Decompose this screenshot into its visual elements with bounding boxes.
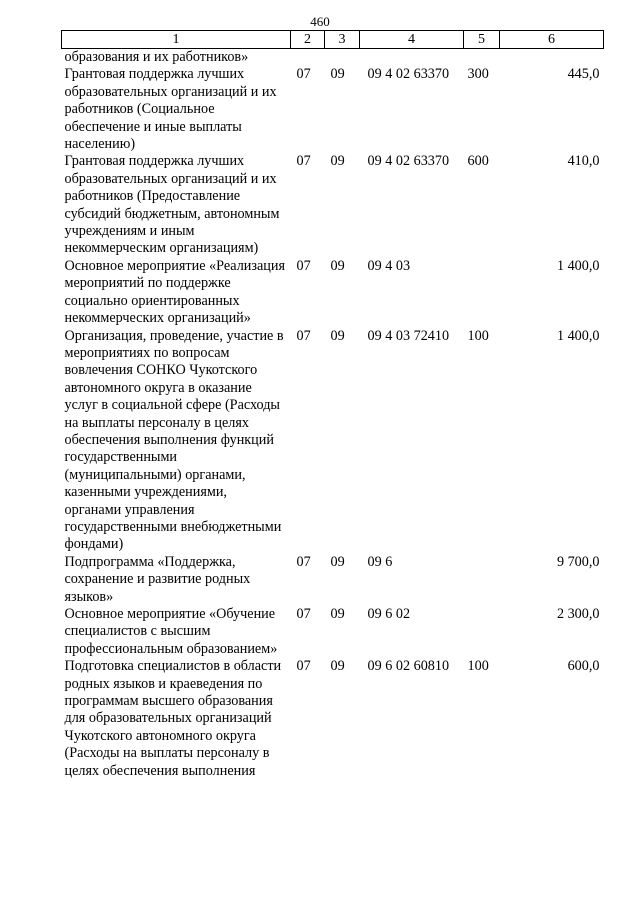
column-header-section: 2 [291, 31, 325, 49]
row-subsection: 09 [330, 153, 345, 170]
table-row [62, 606, 604, 658]
row-name: Подпрограмма «Поддержка, сохранение и развитие родных языков» [64, 553, 251, 605]
row-section: 07 [296, 658, 311, 675]
row-amount: 410,0 [567, 153, 600, 170]
row-subsection: 09 [330, 606, 345, 622]
row-target-article: 09 4 03 [367, 257, 411, 274]
row-amount: 600,0 [567, 658, 600, 675]
row-target-article: 09 4 02 63370 [367, 66, 450, 83]
page-number: 460 [310, 14, 330, 29]
row-subsection: 09 [330, 658, 345, 675]
row-section: 07 [296, 553, 311, 570]
column-header-target-article: 4 [360, 31, 464, 49]
row-name: Грантовая поддержка лучших образовательных организаций и их работников (Предоставление субсидий бюджетным, автономным учреждениям и иным некоммерческим организациям) [64, 153, 280, 257]
row-target-article: 09 6 02 60810 [367, 658, 450, 675]
table-row [62, 153, 604, 257]
row-section: 07 [296, 66, 311, 83]
row-target-article: 09 4 02 63370 [367, 153, 450, 170]
row-expense-type [464, 258, 500, 328]
table-row [62, 328, 604, 554]
row-name: Организация, проведение, участие в мероприятиях по вопросам вовлечения СОНКО Чукотского автономного округа в оказание услуг в социальной сфере (Расходы на выплаты персоналу в целях обеспечения выполнения функций государственными (муниципальными) органами, казенными учреждениями, органами управления государственными внебюджетными фондами) [64, 327, 284, 553]
row-target-article: 09 6 02 [367, 606, 411, 622]
column-header-subsection: 3 [325, 31, 360, 49]
column-header-amount: 6 [500, 31, 604, 49]
row-amount: 1 400,0 [556, 257, 600, 274]
row-expense-type: 100 [467, 658, 489, 675]
header-row [62, 31, 604, 49]
table-body [62, 49, 604, 781]
row-subsection: 09 [330, 553, 345, 570]
row-target-article: 09 6 [367, 553, 393, 570]
row-expense-type: 300 [467, 66, 489, 83]
row-name: Грантовая поддержка лучших образовательных организаций и их работников (Социальное обеспечение и иные выплаты населению) [64, 66, 277, 153]
row-target-article [360, 49, 464, 67]
row-section: 07 [296, 257, 311, 274]
table-row [62, 658, 604, 780]
row-target-article: 09 4 03 72410 [367, 327, 450, 344]
table-row [62, 66, 604, 153]
table-row [62, 258, 604, 328]
row-name: образования и их работников» [64, 49, 249, 65]
row-expense-type [464, 554, 500, 606]
budget-table [61, 30, 604, 780]
table-header [62, 31, 604, 49]
row-expense-type: 100 [467, 327, 489, 344]
row-subsection: 09 [330, 327, 345, 344]
column-header-expense-type: 5 [464, 31, 500, 49]
row-name: Основное мероприятие «Реализация мероприятий по поддержке социально ориентированных некоммерческих организаций» [64, 257, 286, 327]
row-subsection [325, 49, 360, 67]
row-section: 07 [296, 606, 311, 622]
row-amount [500, 49, 604, 67]
row-expense-type [464, 606, 500, 658]
table-row [62, 554, 604, 606]
row-section: 07 [296, 327, 311, 344]
row-expense-type: 600 [467, 153, 489, 170]
table-row [62, 49, 604, 67]
row-amount: 1 400,0 [556, 327, 600, 344]
row-section: 07 [296, 153, 311, 170]
row-section [291, 49, 325, 67]
row-amount: 9 700,0 [556, 553, 600, 570]
row-name: Подготовка специалистов в области родных языков и краеведения по программам высшего образования для образовательных организаций Чукотского автономного округа (Расходы на выплаты персоналу в целях обеспечения выполнения [64, 658, 282, 779]
row-expense-type [464, 49, 500, 67]
row-subsection: 09 [330, 66, 345, 83]
row-subsection: 09 [330, 257, 345, 274]
row-amount: 445,0 [567, 66, 600, 83]
row-amount: 2 300,0 [556, 606, 600, 622]
row-name: Основное мероприятие «Обучение специалистов с высшим профессиональным образованием» [64, 606, 278, 657]
column-header-name: 1 [62, 31, 291, 49]
